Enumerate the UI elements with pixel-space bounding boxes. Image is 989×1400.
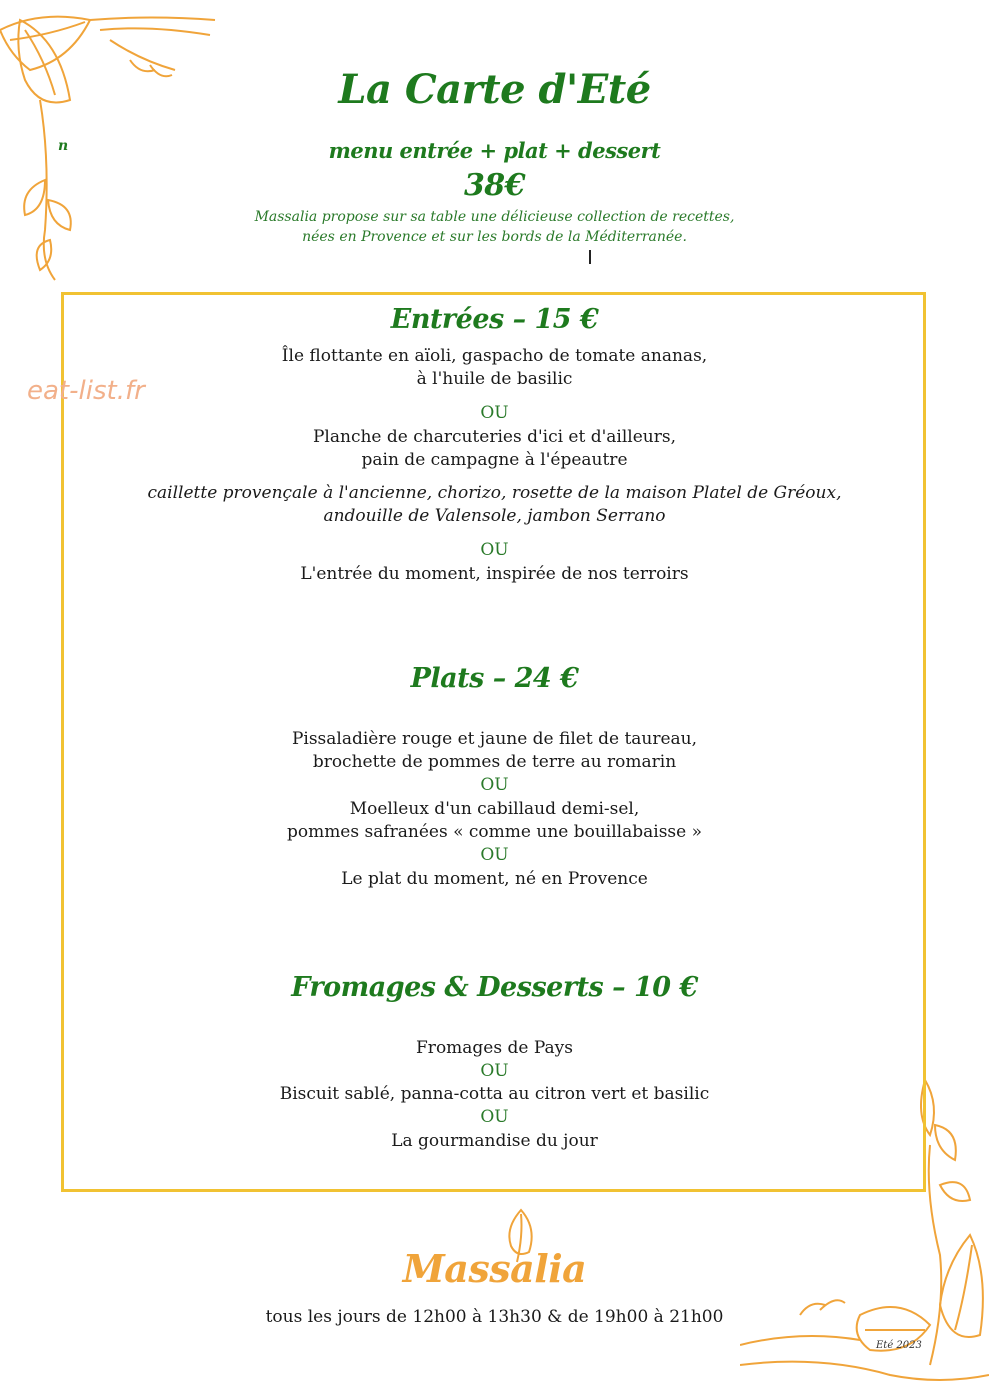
menu-price: 38€ bbox=[463, 168, 526, 203]
brand-name: Massalia bbox=[402, 1246, 587, 1291]
menu-item: L'entrée du moment, inspirée de nos terroirs bbox=[300, 564, 689, 584]
menu-subtitle: menu entrée + plat + dessert bbox=[328, 138, 661, 163]
item-line: Pissaladière rouge et jaune de filet de taureau, bbox=[291, 729, 698, 749]
section-title-desserts: Fromages & Desserts – 10 € bbox=[291, 972, 698, 1003]
intro-line: nées en Provence et sur les bords de la Méditerranée. bbox=[302, 229, 687, 245]
section-title-plats: Plats – 24 € bbox=[410, 663, 579, 694]
or-separator: OU bbox=[480, 403, 509, 423]
item-line: à l'huile de basilic bbox=[416, 369, 573, 389]
intro-line: Massalia propose sur sa table une délicieuse collection de recettes, bbox=[254, 209, 735, 225]
or-separator: OU bbox=[480, 775, 509, 795]
item-line: Île flottante en aïoli, gaspacho de tomate ananas, bbox=[281, 346, 708, 366]
menu-item: Le plat du moment, né en Provence bbox=[341, 869, 648, 889]
opening-hours: tous les jours de 12h00 à 13h30 & de 19h00 à 21h00 bbox=[265, 1307, 724, 1327]
menu-item bbox=[0, 798, 989, 844]
menu-item bbox=[0, 728, 989, 774]
season-label: Eté 2023 bbox=[876, 1340, 922, 1351]
page-title: La Carte d'Eté bbox=[338, 66, 651, 113]
item-line: pain de campagne à l'épeautre bbox=[361, 450, 628, 470]
menu-item-detail bbox=[0, 482, 989, 528]
or-separator: OU bbox=[480, 1107, 509, 1127]
menu-item bbox=[0, 426, 989, 472]
or-separator: OU bbox=[480, 540, 509, 560]
item-line: andouille de Valensole, jambon Serrano bbox=[323, 506, 666, 526]
watermark: eat-list.fr bbox=[27, 376, 145, 406]
item-line: brochette de pommes de terre au romarin bbox=[312, 752, 677, 772]
small-mark: n bbox=[58, 138, 69, 154]
menu-item: La gourmandise du jour bbox=[391, 1131, 598, 1151]
item-line: pommes safranées « comme une bouillabaisse » bbox=[286, 822, 703, 842]
item-line: Moelleux d'un cabillaud demi-sel, bbox=[349, 799, 640, 819]
menu-item: Biscuit sablé, panna-cotta au citron vert et basilic bbox=[279, 1084, 710, 1104]
or-separator: OU bbox=[480, 845, 509, 865]
or-separator: OU bbox=[480, 1061, 509, 1081]
item-line: Planche de charcuteries d'ici et d'ailleurs, bbox=[312, 427, 676, 447]
intro-text bbox=[0, 207, 989, 247]
menu-item bbox=[0, 345, 989, 391]
menu-item: Fromages de Pays bbox=[416, 1038, 573, 1058]
text-cursor bbox=[589, 250, 591, 264]
item-line: caillette provençale à l'ancienne, chorizo, rosette de la maison Platel de Gréoux, bbox=[147, 483, 842, 503]
section-title-entrees: Entrées – 15 € bbox=[390, 304, 599, 335]
